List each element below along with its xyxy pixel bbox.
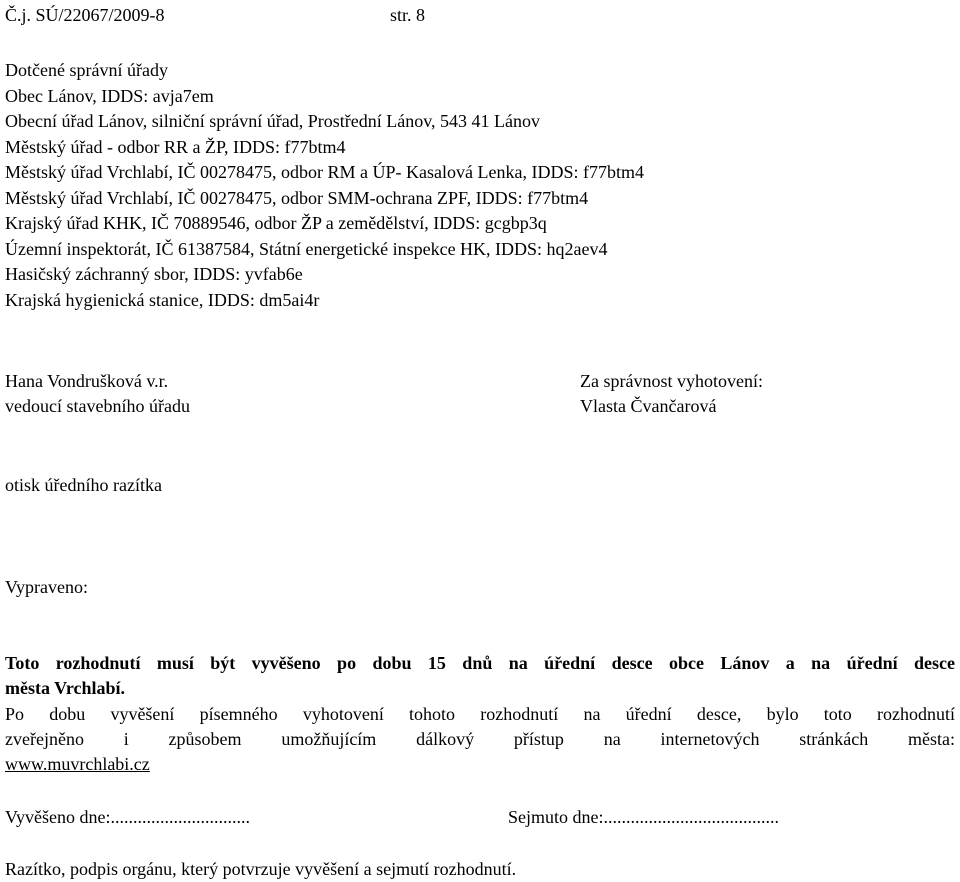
recipient-item: Městský úřad Vrchlabí, IČ 00278475, odbor SMM-ochrana ZPF, IDDS: f77btm4 bbox=[5, 187, 589, 208]
stamp-placeholder: otisk úředního razítka bbox=[5, 475, 162, 495]
recipient-item: Územní inspektorát, IČ 61387584, Státní energetické inspekce HK, IDDS: hq2aev4 bbox=[5, 238, 608, 259]
notice-bold-line-2: města Vrchlabí. bbox=[5, 678, 125, 698]
verifier-name: Vlasta Čvančarová bbox=[580, 396, 717, 416]
reference-number: Č.j. SÚ/22067/2009-8 bbox=[5, 5, 165, 25]
stamp-signature-note: Razítko, podpis orgánu, který potvrzuje vyvěšení a sejmutí rozhodnutí. bbox=[5, 859, 517, 879]
removed-date-field: Sejmuto dne:....................................... bbox=[508, 807, 779, 827]
signatory-name: Hana Vondrušková v.r. bbox=[5, 371, 169, 391]
recipients-heading: Dotčené správní úřady bbox=[5, 60, 168, 80]
notice-line-1: Po dobu vyvěšení písemného vyhotovení tohoto rozhodnutí na úřední desce, bylo toto rozhodnutí bbox=[5, 704, 955, 724]
signatory-role: vedoucí stavebního úřadu bbox=[5, 396, 190, 416]
notice-line-2: zveřejněno i způsobem umožňujícím dálkový přístup na internetových stránkách města: bbox=[5, 729, 955, 749]
page-number: str. 8 bbox=[390, 5, 426, 25]
signature-left bbox=[5, 369, 190, 419]
sent-label: Vypraveno: bbox=[5, 577, 88, 597]
recipients-block bbox=[5, 58, 644, 313]
recipient-item: Obec Lánov, IDDS: avja7em bbox=[5, 85, 214, 106]
posting-notice-bold bbox=[5, 651, 955, 701]
recipient-item: Hasičský záchranný sbor, IDDS: yvfab6e bbox=[5, 264, 303, 284]
signature-right bbox=[580, 369, 763, 419]
recipient-item: Městský úřad - odbor RR a ŽP, IDDS: f77btm4 bbox=[5, 136, 346, 157]
website-link[interactable]: www.muvrchlabi.cz bbox=[5, 754, 150, 774]
recipient-item: Městský úřad Vrchlabí, IČ 00278475, odbor RM a ÚP- Kasalová Lenka, IDDS: f77btm4 bbox=[5, 162, 644, 182]
posting-notice-text bbox=[5, 702, 955, 777]
recipient-item: Krajský úřad KHK, IČ 70889546, odbor ŽP a zemědělství, IDDS: gcgbp3q bbox=[5, 213, 547, 233]
verification-label: Za správnost vyhotovení: bbox=[580, 371, 763, 391]
recipient-item: Krajská hygienická stanice, IDDS: dm5ai4r bbox=[5, 289, 320, 310]
recipient-item: Obecní úřad Lánov, silniční správní úřad, Prostřední Lánov, 543 41 Lánov bbox=[5, 111, 541, 131]
posted-date-field: Vyvěšeno dne:............................... bbox=[5, 807, 250, 827]
notice-bold-line-1: Toto rozhodnutí musí být vyvěšeno po dobu 15 dnů na úřední desce obce Lánov a na úřední desce bbox=[5, 653, 955, 673]
